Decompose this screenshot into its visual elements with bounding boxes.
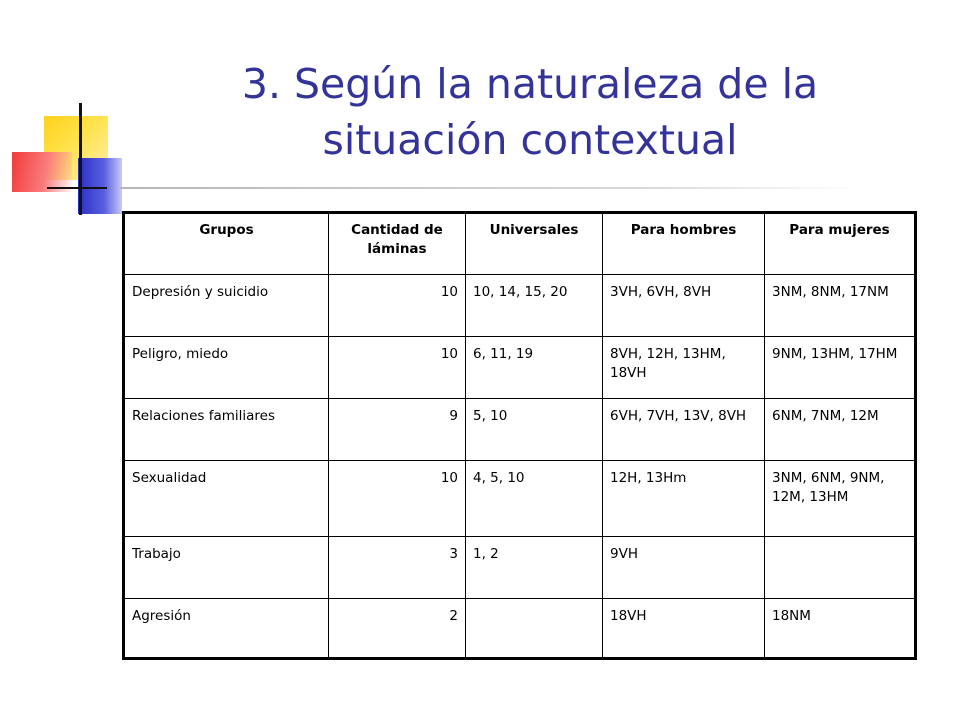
cell-grupo: Relaciones familiares: [124, 399, 329, 461]
decor-horizontal-line: [47, 187, 107, 189]
title-underline: [120, 187, 860, 189]
header-mujeres: Para mujeres: [765, 213, 916, 275]
header-hombres: Para hombres: [603, 213, 765, 275]
decor-vertical-line: [79, 103, 82, 215]
cell-hombres: 18VH: [603, 599, 765, 659]
table-header-row: [124, 213, 916, 275]
table-row: [124, 537, 916, 599]
contextual-groups-table: [122, 211, 917, 660]
cell-universales: 6, 11, 19: [466, 337, 603, 399]
cell-hombres: 8VH, 12H, 13HM, 18VH: [603, 337, 765, 399]
cell-grupo: Trabajo: [124, 537, 329, 599]
cell-grupo: Agresión: [124, 599, 329, 659]
cell-grupo: Sexualidad: [124, 461, 329, 537]
cell-cantidad: 9: [329, 399, 466, 461]
cell-universales: 1, 2: [466, 537, 603, 599]
cell-cantidad: 10: [329, 461, 466, 537]
cell-hombres: 12H, 13Hm: [603, 461, 765, 537]
header-grupos: Grupos: [124, 213, 329, 275]
slide-title: 3. Según la naturaleza de la situación contextual: [241, 60, 819, 164]
cell-universales: 4, 5, 10: [466, 461, 603, 537]
cell-grupo: Depresión y suicidio: [124, 275, 329, 337]
cell-universales: 5, 10: [466, 399, 603, 461]
cell-mujeres: [765, 537, 916, 599]
cell-universales: 10, 14, 15, 20: [466, 275, 603, 337]
cell-mujeres: 6NM, 7NM, 12M: [765, 399, 916, 461]
cell-hombres: 6VH, 7VH, 13V, 8VH: [603, 399, 765, 461]
header-cantidad: Cantidad de láminas: [329, 213, 466, 275]
cell-cantidad: 10: [329, 337, 466, 399]
cell-universales: [466, 599, 603, 659]
cell-cantidad: 2: [329, 599, 466, 659]
decor-blue-square: [78, 158, 122, 214]
cell-hombres: 3VH, 6VH, 8VH: [603, 275, 765, 337]
table-row: [124, 399, 916, 461]
cell-mujeres: 18NM: [765, 599, 916, 659]
cell-mujeres: 3NM, 8NM, 17NM: [765, 275, 916, 337]
cell-cantidad: 3: [329, 537, 466, 599]
cell-mujeres: 3NM, 6NM, 9NM, 12M, 13HM: [765, 461, 916, 537]
decor-red-square: [12, 152, 72, 192]
table-row: [124, 461, 916, 537]
cell-grupo: Peligro, miedo: [124, 337, 329, 399]
cell-mujeres: 9NM, 13HM, 17HM: [765, 337, 916, 399]
cell-cantidad: 10: [329, 275, 466, 337]
table-row: [124, 337, 916, 399]
table-row: [124, 275, 916, 337]
cell-hombres: 9VH: [603, 537, 765, 599]
table-row: [124, 599, 916, 659]
header-universales: Universales: [466, 213, 603, 275]
